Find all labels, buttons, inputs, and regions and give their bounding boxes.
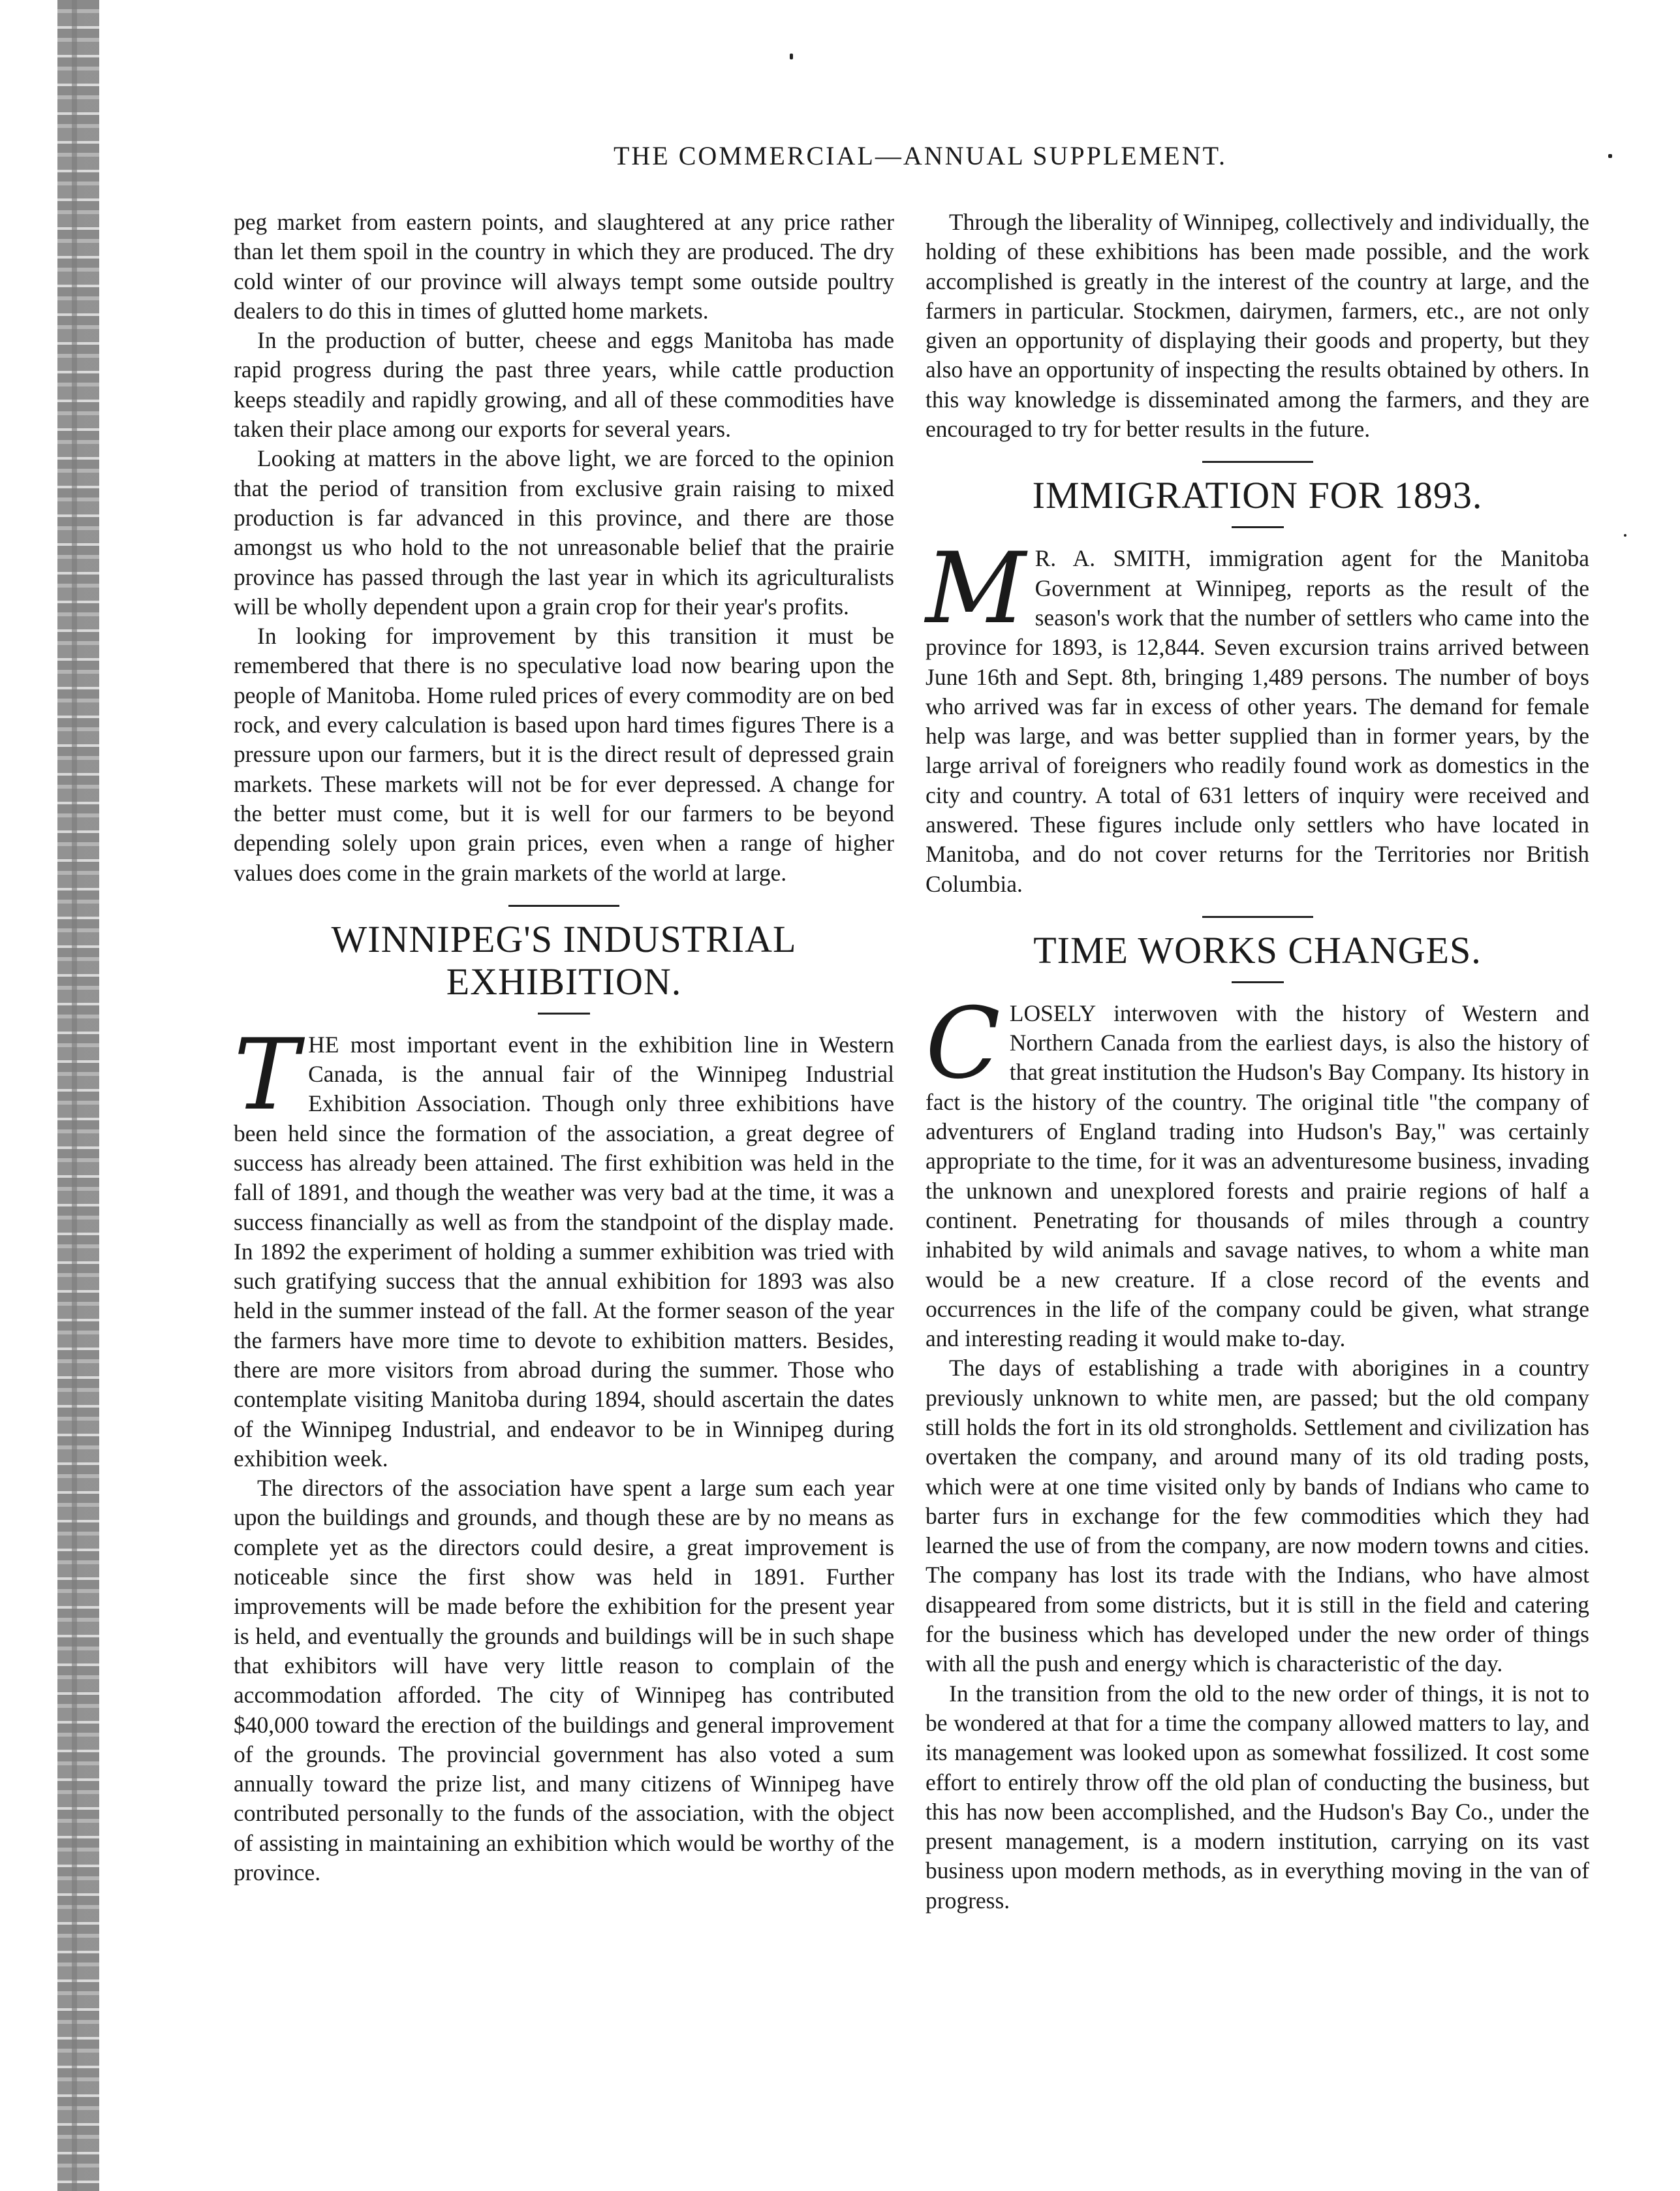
paragraph: In looking for improvement by this transition it must be remembered that there is no speculative load now bearing upon the people of Manitoba. Home ruled prices of every commodity are on bed rock, and every calculation is based upon hard times figures There is a pressure upon our farmers, but it is the direct result of depressed grain markets. These markets will not be for ever depressed. A change for the better must come, but it is well for our farmers to be beyond depending solely upon grain prices, even when a range of higher values does come in the grain markets of the world at large.: [234, 623, 894, 886]
drop-cap: M: [926, 532, 1026, 646]
paragraph-text: LOSELY interwoven with the history of Western and Northern Canada from the earliest days, is also the history of that great institution the Hudson's Bay Company. Its history in fact is the history of the country. The original title "the company of adventurers of England trading into Hudson's Bay," was certainly appropriate to the time, for it was an adventuresome business, invading the unknown and unexplored forests and prairie regions of half a continent. Penetrating for thousands of miles through a country inhabited by wild animals and savage natives, to whom a white man would be a new creature. If a close record of the events and occurrences in the life of the company could be given, what strange and interesting reading it would make to-day.: [926, 1000, 1589, 1352]
paragraph: Through the liberality of Winnipeg, collectively and individually, the holding of these exhibitions has been made possible, and the work accomplished is greatly in the interest of the country at large, and the farmers in particular. Stockmen, dairymen, farmers, etc., are not only given an opportunity of displaying their goods and property, but they also have an opportunity of inspecting the results obtained by others. In this way knowledge is disseminated among the farmers, and they are encouraged to try for better results in the future.: [926, 209, 1589, 443]
drop-cap: C: [926, 986, 1001, 1101]
page-binding-edge: [57, 0, 99, 2191]
drop-cap: T: [234, 1018, 300, 1132]
section-divider: [1202, 916, 1313, 918]
paragraph: In the transition from the old to the new order of things, it is not to be wondered at that for a time the company allowed matters to lay, and its management was looked upon as somewhat fossilized. It cost some effort to entirely throw off the old plan of conducting the business, but this has now been accomplished, and the Hudson's Bay Co., under the present management, is a modern institution, carrying on its vast business upon modern methods, as in everything moving in the van of progress.: [926, 1680, 1589, 1914]
print-speck: [1624, 534, 1626, 537]
print-speck: [790, 54, 793, 59]
exhibition-heading: WINNIPEG'S INDUSTRIAL EXHIBITION.: [331, 917, 797, 1003]
section-divider: [508, 905, 619, 907]
exhibition-first-paragraph: [234, 1018, 894, 1474]
paragraph-text: HE most important event in the exhibition line in Western Canada, is the annual fair of the Winnipeg Industrial Exhibition Association. Though only three exhibitions have been held since the formation of the association, a great degree of success has already been attained. The first exhibition was held in the fall of 1891, and though the weather was very bad at the time, it was a success financially as well as from the standpoint of the display made. In 1892 the experiment of holding a summer exhibition was tried with such gratifying success that the annual exhibition for 1893 was also held in the summer instead of the fall. At the former season of the year the farmers have more time to devote to exhibition matters. Besides, there are more visitors from abroad during the summer. Those who contemplate visiting Manitoba during 1894, should ascertain the dates of the Winnipeg Industrial, and endeavor to be in Winnipeg during exhibition week.: [234, 1031, 894, 1472]
running-head: THE COMMERCIAL—ANNUAL SUPPLEMENT.: [613, 141, 1228, 170]
immigration-paragraph: [926, 532, 1589, 899]
heading-rule: [538, 1013, 590, 1015]
paragraph: peg market from eastern points, and slaughtered at any price rather than let them spoil in the country in which they are produced. The dry cold winter of our province will always tempt some outside poultry dealers to do this in times of glutted home markets.: [234, 209, 894, 324]
paragraph-text: R. A. SMITH, immigration agent for the Manitoba Government at Winnipeg, reports as the result of the season's work that the number of settlers who came into the province for 1893, is 12,844. Seven excursion trains arrived between June 16th and Sept. 8th, bringing 1,489 persons. The number of boys who arrived was far in excess of other years. The demand for female help was large, and was better supplied than in former years, by the large arrival of foreigners who readily found work as domestics in the city and country. A total of 631 letters of inquiry were received and answered. These figures include only settlers who have located in Manitoba, and do not cover returns for the Territories nor British Columbia.: [926, 545, 1589, 897]
time-works-first-paragraph: [926, 986, 1589, 1354]
paragraph: The directors of the association have spent a large sum each year upon the buildings and grounds, and though these are by no means as complete yet as the directors could desire, a great improvement is noticeable since the first show was held in 1891. Further improvements will be made before the exhibition for the present year is held, and eventually the grounds and buildings will be in such shape that exhibitors will have very little reason to complain of the accommodation afforded. The city of Winnipeg has contributed $40,000 toward the erection of the buildings and general improvement of the grounds. The provincial government has also voted a sum annually toward the prize list, and many citizens of Winnipeg have contributed personally to the funds of the association, with the object of assisting in maintaining an exhibition which would be worthy of the province.: [234, 1475, 894, 1886]
paragraph: Looking at matters in the above light, we are forced to the opinion that the period of transition from exclusive grain raising to mixed production is far advanced in this province, and there are those amongst us who hold to the not unreasonable belief that the prairie province has passed through the last year in which its agriculturalists will be wholly dependent upon a grain crop for their year's profits.: [234, 445, 894, 620]
heading-rule: [1232, 981, 1284, 983]
section-divider: [1202, 461, 1313, 463]
print-speck: [1608, 154, 1612, 158]
right-column: [926, 208, 1589, 1915]
paragraph: In the production of butter, cheese and eggs Manitoba has made rapid progress during the past three years, while cattle production keeps steadily and rapidly growing, and all of these commodities have taken their place among our exports for several years.: [234, 327, 894, 443]
left-column: [234, 208, 894, 1887]
immigration-heading: IMMIGRATION FOR 1893.: [1032, 474, 1483, 517]
paragraph: The days of establishing a trade with aborigines in a country previously unknown to white men, are passed; but the old company still holds the fort in its old strongholds. Settlement and civilization has overtaken the company, and around many of its old trading posts, which were at one time visited only by bands of Indians who came to barter furs in exchange for the few commodities which they had learned the use of from the company, are now modern towns and cities. The company has lost its trade with the Indians, who have almost disappeared from some districts, but it is still in the field and catering for the business which has developed under the new order of things with all the push and energy which is characteristic of the day.: [926, 1355, 1589, 1677]
time-works-heading: TIME WORKS CHANGES.: [1033, 928, 1482, 971]
heading-rule: [1232, 526, 1284, 528]
